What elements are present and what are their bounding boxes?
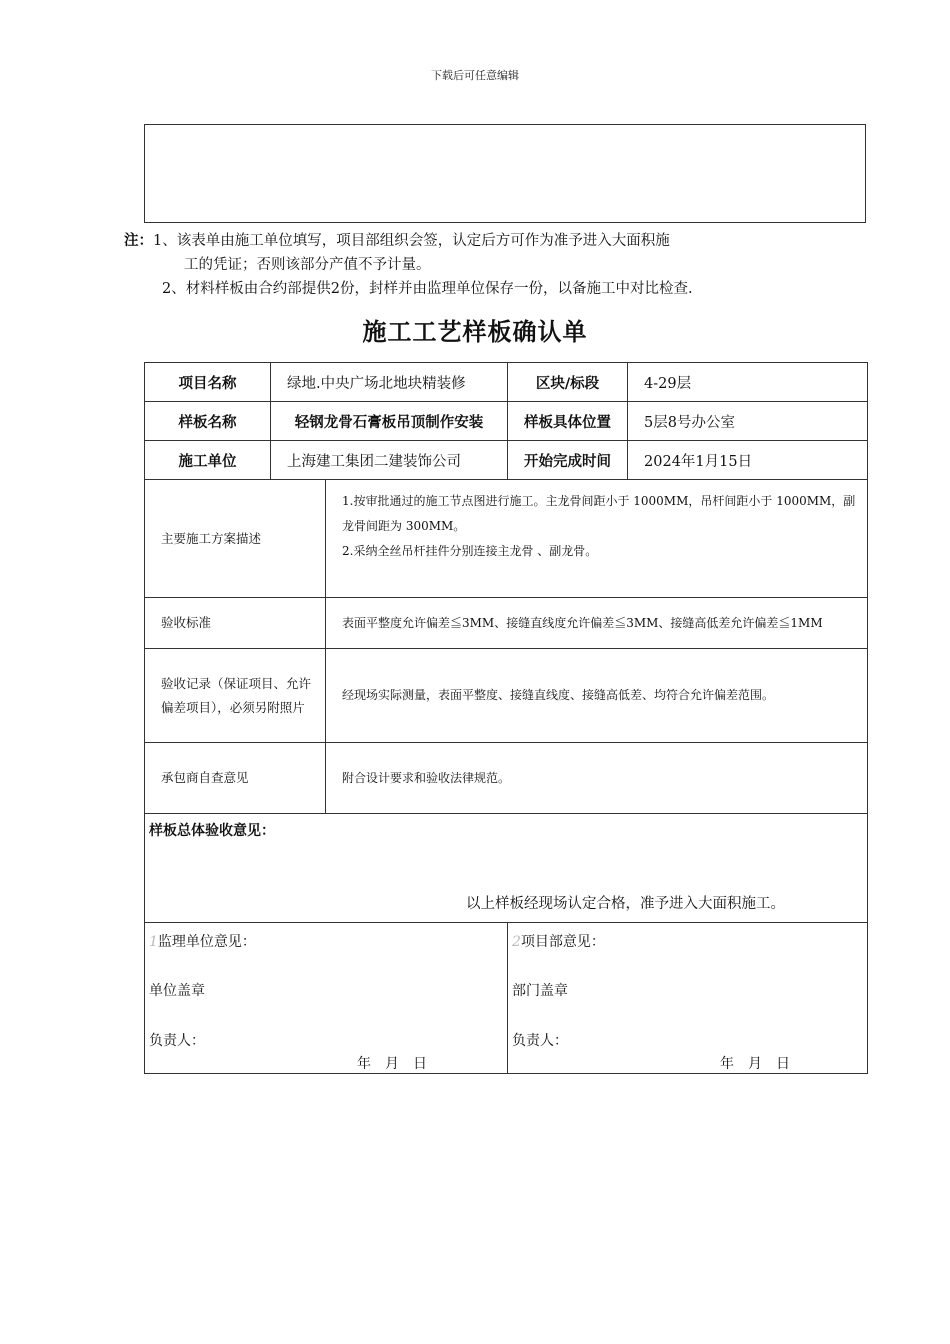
overall-label: 样板总体验收意见： [149,823,275,839]
header-note: 下载后可任意编辑 [431,69,519,82]
supervisor-seal: 单位盖章 [149,983,205,999]
note-line-1-cont: 工的凭证；否则该部分产值不予计量。 [184,257,431,273]
project-dept-title: 项目部意见： [520,934,605,950]
notes [124,229,693,301]
record-value: 经现场实际测量，表面平整度、接缝直线度、接缝高低差、均符合允许偏差范围。 [326,649,868,743]
project-name-value: 绿地.中央广场北地块精装修 [271,363,508,402]
project-dept-sign-box [508,923,868,1074]
contractor-label: 施工单位 [145,441,271,480]
block-value: 4-29层 [628,363,868,402]
sample-location-label: 样板具体位置 [508,402,628,441]
contractor-value: 上海建工集团二建装饰公司 [271,441,508,480]
self-check-value: 附合设计要求和验收法律规范。 [326,743,868,814]
project-dept-num: 2 [512,934,521,950]
plan-line-1: 1.按审批通过的施工节点图进行施工。主龙骨间距小于 1000MM，吊杆间距小于 1000MM，副龙骨间距为 300MM。 [342,494,856,533]
standard-value: 表面平整度允许偏差≦3MM、接缝直线度允许偏差≦3MM、接缝高低差允许偏差≦1MM [326,598,868,649]
overall-value: 以上样板经现场认定合格，准予进入大面积施工。 [466,896,786,912]
self-check-label: 承包商自查意见 [145,743,326,814]
confirmation-form [144,362,868,1074]
supervisor-date: 年 月 日 [357,1056,427,1072]
plan-label: 主要施工方案描述 [145,480,326,598]
project-dept-date: 年 月 日 [720,1056,791,1072]
overall-opinion [145,814,868,923]
supervisor-sign-box [145,923,508,1074]
project-name-label: 项目名称 [145,363,271,402]
supervisor-person: 负责人： [149,1033,205,1049]
top-blank-box [144,124,866,223]
supervisor-title: 监理单位意见： [157,934,256,950]
record-label: 验收记录（保证项目、允许偏差项目），必须另附照片 [145,649,326,743]
plan-value [326,480,868,598]
sample-location-value: 5层8号办公室 [628,402,868,441]
project-dept-person: 负责人： [512,1033,569,1049]
page-title: 施工工艺样板确认单 [362,318,588,346]
notes-label: 注： [124,233,153,249]
standard-label: 验收标准 [145,598,326,649]
time-label: 开始完成时间 [508,441,628,480]
time-value: 2024年1月15日 [628,441,868,480]
note-line-1: 1、该表单由施工单位填写，项目部组织会签，认定后方可作为准予进入大面积施 [153,233,670,249]
sample-name-label: 样板名称 [145,402,271,441]
plan-line-2: 2.采纳全丝吊杆挂件分别连接主龙骨 、副龙骨。 [342,544,598,558]
supervisor-num: 1 [149,934,158,950]
block-label: 区块/标段 [508,363,628,402]
project-dept-seal: 部门盖章 [512,983,569,999]
sample-name-value: 轻钢龙骨石膏板吊顶制作安装 [271,402,508,441]
note-line-2: 2、材料样板由合约部提供2份，封样并由监理单位保存一份，以备施工中对比检查. [162,281,693,297]
